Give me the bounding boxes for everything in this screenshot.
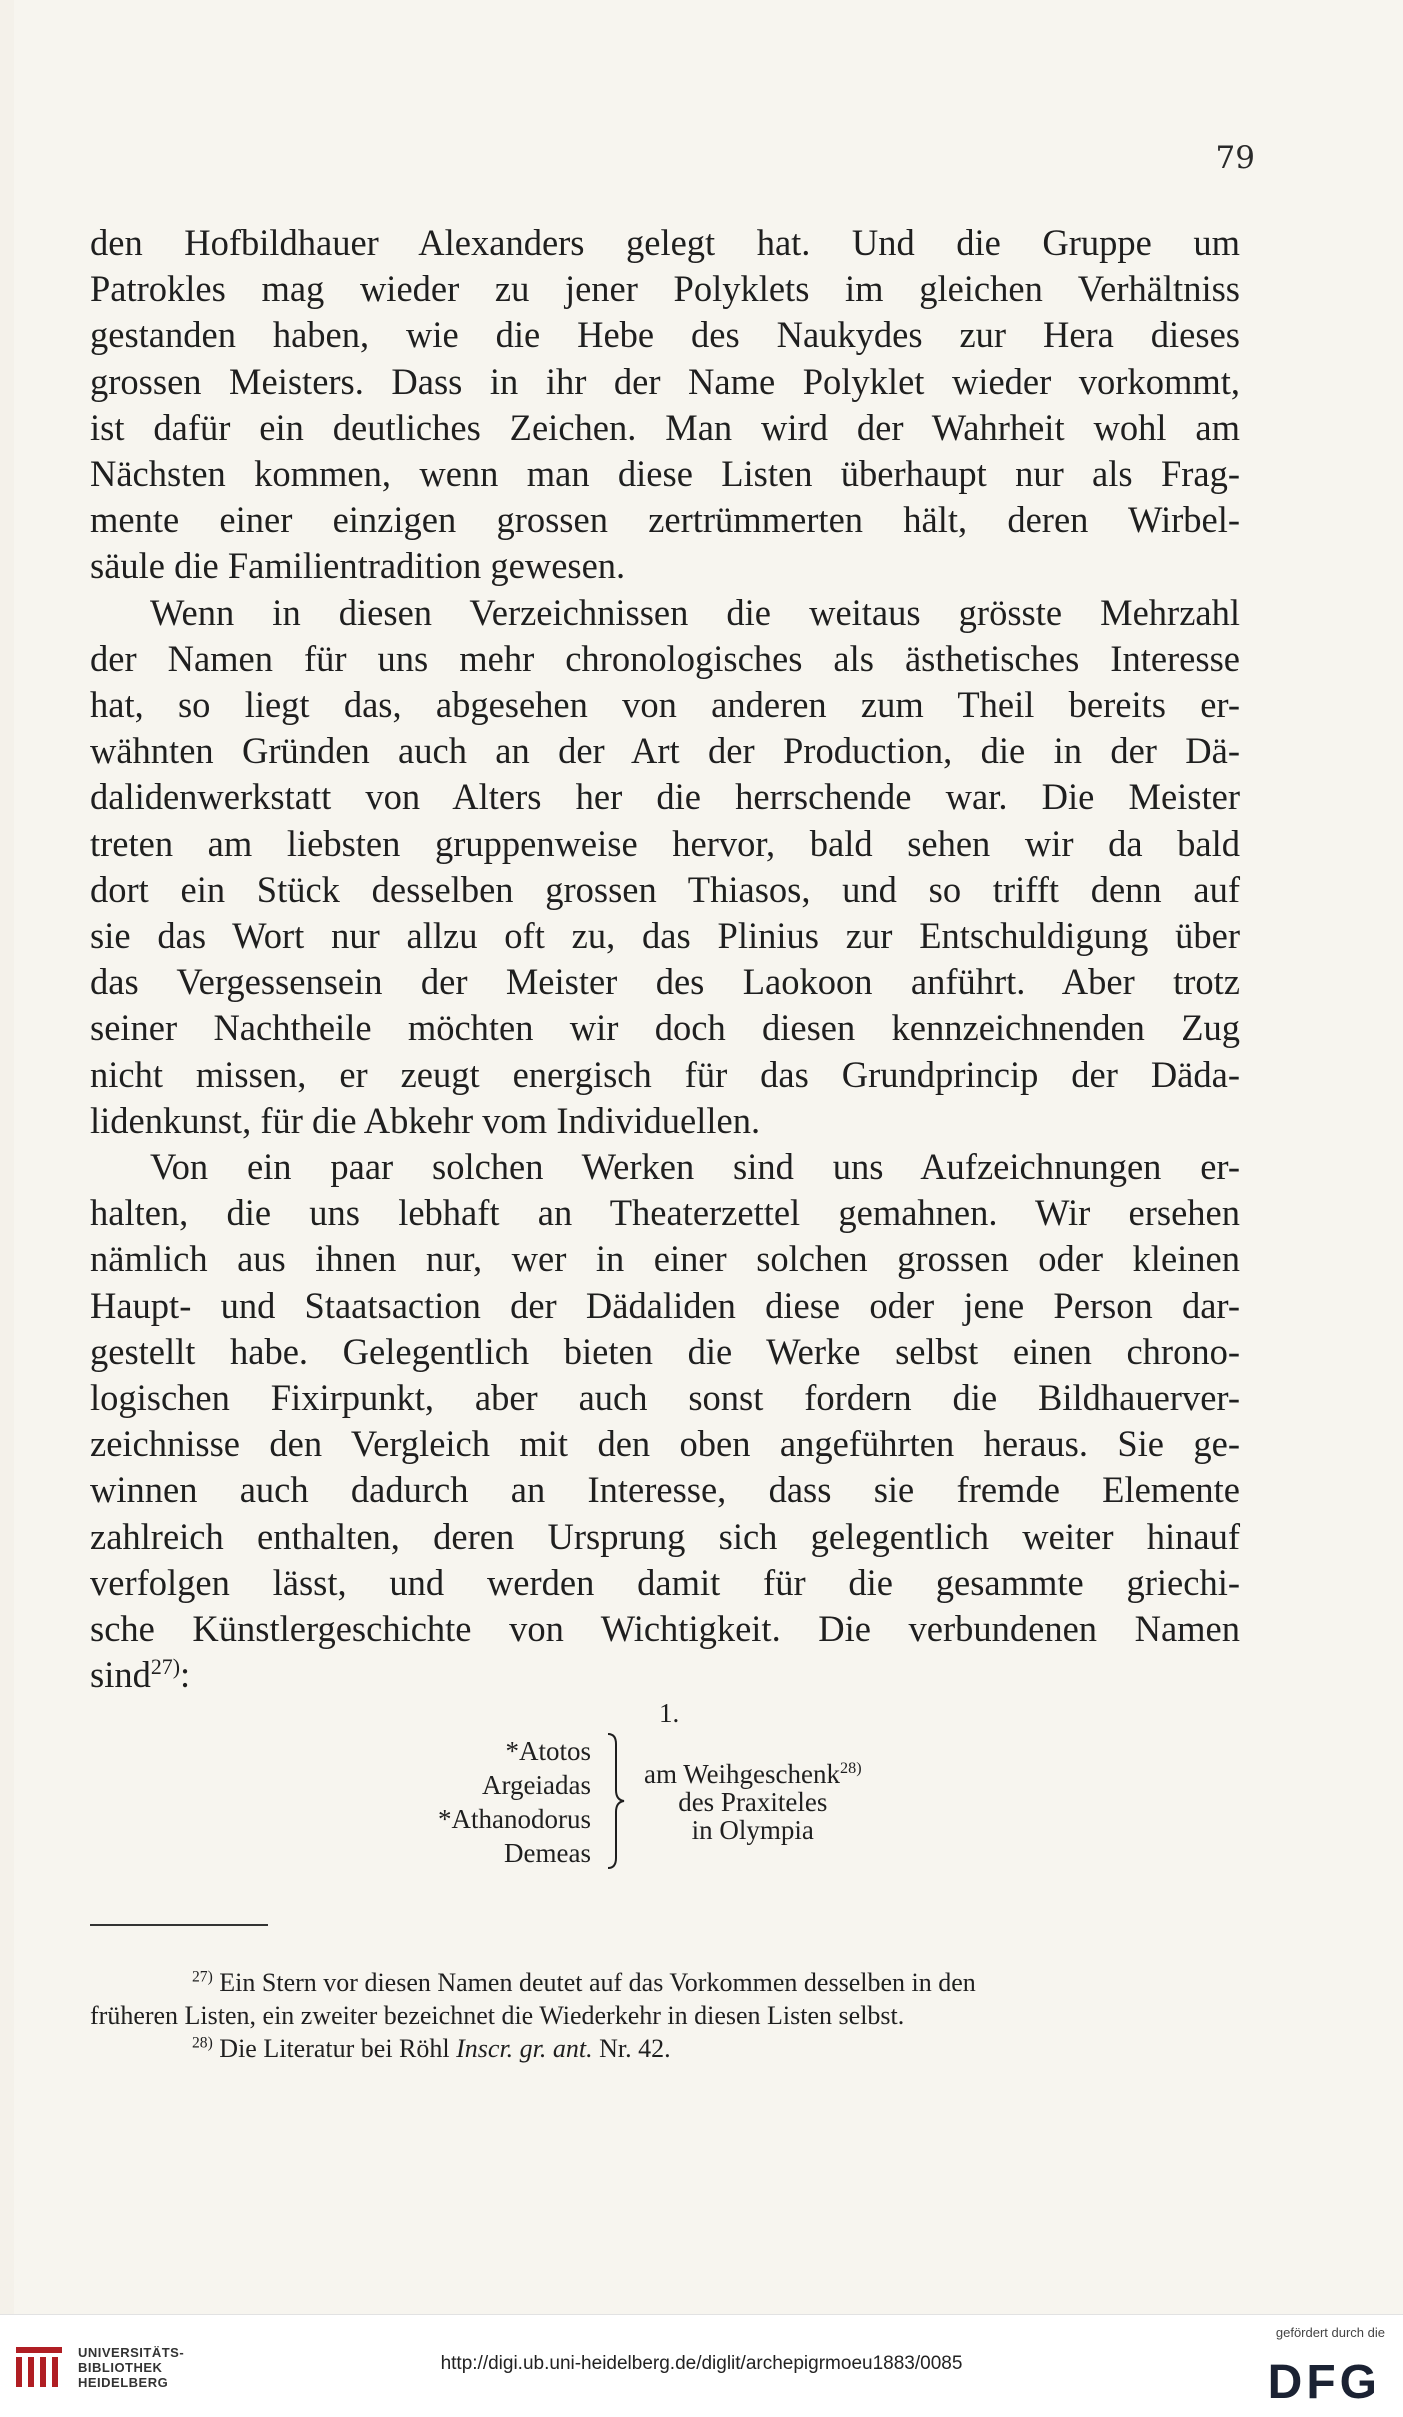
- text-line: Patrokles mag wieder zu jener Polyklets im gleichen Verhältniss: [90, 268, 1240, 310]
- text-line: den Hofbildhauer Alexanders gelegt hat. Und die Gruppe um: [90, 222, 1240, 263]
- artist-name: Demeas: [504, 1838, 591, 1868]
- text-line: der Namen für uns mehr chronologisches als ästhetisches Interesse: [90, 637, 1240, 679]
- text-line: verfolgen lässt, und werden damit für die gesammte griechi-: [90, 1561, 1240, 1603]
- artist-names: [409, 1734, 591, 1870]
- text-line: ist dafür ein deutliches Zeichen. Man wird der Wahrheit wohl am: [90, 406, 1240, 448]
- text-line: wähnten Gründen auch an der Art der Production, die in der Dä-: [90, 730, 1240, 772]
- dedication-line: des Praxiteles: [678, 1787, 828, 1817]
- footnote-mark: 27): [192, 1968, 213, 1986]
- paragraph-2: [90, 590, 1240, 1144]
- artist-name: Argeiadas: [482, 1770, 591, 1800]
- text-line: mente einer einzigen grossen zertrümmerten hält, deren Wirbel-: [90, 499, 1240, 541]
- text-line: winnen auch dadurch an Interesse, dass sie fremde Elemente: [90, 1469, 1240, 1511]
- artist-name: *Atotos: [505, 1736, 591, 1766]
- footnote-27-cont: früheren Listen, ein zweiter bezeichnet die Wiederkehr in diesen Listen selbst.: [90, 2001, 905, 2030]
- text-line: säule die Familientradition gewesen.: [90, 545, 626, 587]
- text-line: nicht missen, er zeugt energisch für das Grundprincip der Däda-: [90, 1053, 1240, 1095]
- text-line: sche Künstlergeschichte von Wichtigkeit. Die verbundenen Namen: [90, 1608, 1240, 1650]
- text-line: seiner Nachtheile möchten wir doch diesen kennzeichnenden Zug: [90, 1007, 1240, 1049]
- footnote-rule: [90, 1924, 268, 1926]
- library-name: UNIVERSITÄTS- BIBLIOTHEK HEIDELBERG: [78, 2345, 185, 2390]
- last-line-end: :: [180, 1654, 191, 1696]
- citation-title: Inscr. gr. ant.: [456, 2034, 593, 2063]
- paragraph-3: [90, 1144, 1240, 1698]
- text-line: grossen Meisters. Dass in ihr der Name Polyklet wieder vorkommt,: [90, 360, 1240, 402]
- text-line: halten, die uns lebhaft an Theaterzettel gemahnen. Wir ersehen: [90, 1192, 1240, 1234]
- footnote-ref-27: 27): [150, 1654, 181, 1680]
- viewer-footer: [0, 2314, 1403, 2417]
- text-line: zeichnisse den Vergleich mit den oben angeführten heraus. Sie ge-: [90, 1423, 1240, 1465]
- text-line: hat, so liegt das, abgesehen von anderen zum Theil bereits er-: [90, 684, 1240, 726]
- dfg-logo: DFG: [1267, 2356, 1381, 2409]
- funded-by-label: gefördert durch die: [1275, 2325, 1385, 2340]
- dedication: [644, 1760, 862, 1844]
- footnote-27: $^{27)}$ Ein Stern vor diesen Namen deutet auf das Vorkommen desselben in den: [192, 1968, 976, 1997]
- book-page: [14, 0, 1403, 2314]
- text-line: zahlreich enthalten, deren Ursprung sich gelegentlich weiter hinauf: [90, 1515, 1240, 1557]
- text-line: lidenkunst, für die Abkehr vom Individuellen.: [90, 1099, 761, 1141]
- text-line: treten am liebsten gruppenweise hervor, bald sehen wir da bald: [90, 822, 1240, 864]
- body-text: [90, 220, 1240, 1699]
- footnote-mark: 28): [192, 2034, 213, 2052]
- footnote-ref-28: 28): [840, 1759, 862, 1777]
- paragraph-1: [90, 220, 1240, 590]
- text-line: Von ein paar solchen Werken sind uns Aufzeichnungen er-: [150, 1146, 1240, 1188]
- source-url[interactable]: http://digi.ub.uni-heidelberg.de/diglit/archepigrmoeu1883/0085: [440, 2353, 963, 2374]
- dedication-line: am Weihgeschenk$^{28)}$: [644, 1759, 862, 1789]
- artist-name: *Athanodorus: [438, 1804, 591, 1834]
- text-line: dort ein Stück desselben grossen Thiasos, und so trifft denn auf: [90, 868, 1240, 910]
- text-line: gestanden haben, wie die Hebe des Naukydes zur Hera dieses: [90, 314, 1240, 356]
- text-line: dalidenwerkstatt von Alters her die herrschende war. Die Meister: [90, 776, 1240, 818]
- dedication-line: in Olympia: [691, 1815, 814, 1845]
- text-line: Nächsten kommen, wenn man diese Listen überhaupt nur als Frag-: [90, 453, 1240, 495]
- page-number: 79: [1215, 140, 1255, 176]
- text-line: Haupt- und Staatsaction der Dädaliden diese oder jene Person dar-: [90, 1284, 1240, 1326]
- footnote-28: $^{28)}$ Die Literatur bei Röhl Inscr. gr. ant. Nr. 42.: [192, 2034, 671, 2063]
- footnotes: [90, 1966, 1240, 2065]
- text-line: logischen Fixirpunkt, aber auch sonst fordern die Bildhauerver-: [90, 1377, 1240, 1419]
- brace-icon: [604, 1732, 628, 1870]
- last-line-text: sind: [90, 1654, 151, 1696]
- text-line: gestellt habe. Gelegentlich bieten die Werke selbst einen chrono-: [90, 1330, 1240, 1372]
- text-line: Wenn in diesen Verzeichnissen die weitaus grösste Mehrzahl: [150, 591, 1240, 633]
- text-line: sie das Wort nur allzu oft zu, das Plinius zur Entschuldigung über: [90, 915, 1240, 957]
- text-line: [90, 1652, 1240, 1698]
- text-line: das Vergessensein der Meister des Laokoon anführt. Aber trotz: [90, 961, 1240, 1003]
- text-line: nämlich aus ihnen nur, wer in einer solchen grossen oder kleinen: [90, 1238, 1240, 1280]
- list-number: 1.: [659, 1698, 680, 1728]
